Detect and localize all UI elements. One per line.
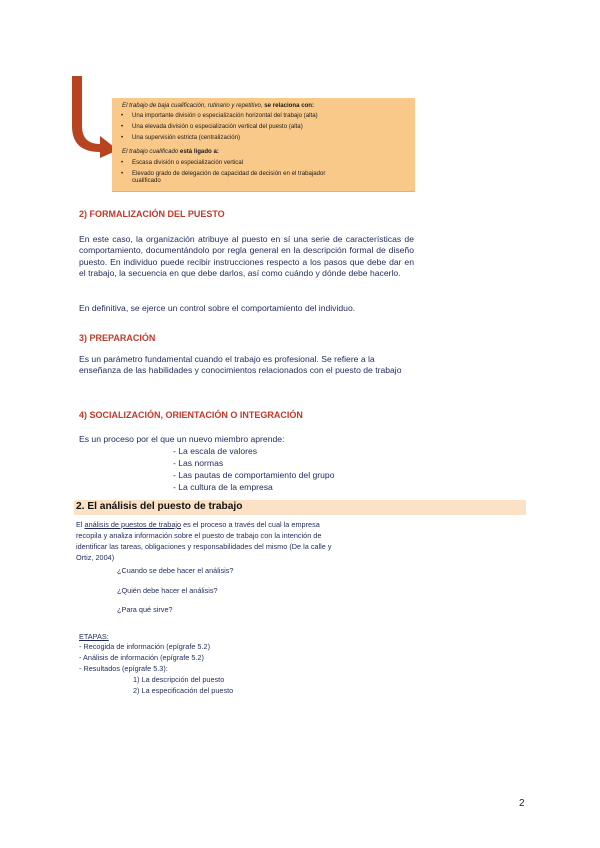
callout-qualified: El trabajo cualificado está ligado a:	[122, 148, 219, 155]
etapa-item: - Resultados (epígrafe 5.3):	[79, 664, 168, 673]
list-item: - La escala de valores	[173, 446, 258, 456]
paragraph-control: En definitiva, se ejerce un control sobre el comportamiento del individuo.	[79, 303, 356, 313]
question: ¿Cuando se debe hacer el análisis?	[117, 566, 234, 575]
question: ¿Para qué sirve?	[117, 605, 173, 614]
callout-bullet: • Elevado grado de delegación de capacidad de decisión en el trabajador	[122, 170, 325, 178]
definition-line: recopila y analiza información sobre el puesto de trabajo con la intención de	[76, 531, 322, 540]
etapa-item: - Análisis de información (epígrafe 5.2)	[79, 653, 204, 662]
list-item: - Las normas	[173, 458, 224, 468]
definition-term: análisis de puestos de trabajo	[84, 520, 182, 529]
callout-bullet: • Escasa división o especialización vertical	[122, 159, 243, 167]
curved-arrow-icon	[60, 74, 120, 159]
etapa-item: - Recogida de información (epígrafe 5.2)	[79, 642, 211, 651]
paragraph-preparacion: Es un parámetro fundamental cuando el trabajo es profesional. Se refiere a la enseñanza de las habilidades y conocimientos relacionados con el puesto de trabajo	[79, 354, 402, 376]
heading-preparacion: 3) PREPARACIÓN	[79, 333, 156, 343]
section-title: 2. El análisis del puesto de trabajo	[76, 501, 243, 512]
callout-bullet: • Una supervisión estricta (centralización)	[122, 134, 240, 142]
callout-intro: El trabajo de baja cualificación, rutinario y repetitivo, se relaciona con:	[122, 102, 315, 109]
heading-formalizacion: 2) FORMALIZACIÓN DEL PUESTO	[79, 209, 225, 219]
callout-bullet: • Una elevada división o especialización vertical del puesto (alta)	[122, 123, 303, 131]
list-item: - La cultura de la empresa	[173, 482, 273, 492]
page-number: 2	[519, 798, 525, 809]
socializacion-intro: Es un proceso por el que un nuevo miembro aprende:	[79, 434, 285, 444]
question: ¿Quién debe hacer el análisis?	[117, 586, 218, 595]
definition-line: El análisis de puestos de trabajo es el proceso a través del cual la empresa	[76, 520, 320, 529]
paragraph-formalizacion: En este caso, la organización atribuye al puesto en sí una serie de características de comportamiento, documentándolo por regla general en la descripción formal de diseño puesto. En individuo puede recibir instrucciones respecto a los pasos que debe dar en el trabajo, la secuencia en que debe darlos, así como cuándo y dónde debe hacerlo.	[79, 234, 414, 278]
callout-bullet-continuation: cualificado	[132, 177, 161, 184]
callout-bullet: • Una importante división o especialización horizontal del trabajo (alta)	[122, 112, 318, 120]
resultado-item: 2) La especificación del puesto	[133, 686, 234, 695]
callout-box	[112, 98, 415, 192]
definition-line: identificar las tareas, obligaciones y responsabilidades del mismo (De la calle y	[76, 542, 332, 551]
definition-line: Ortiz, 2004)	[76, 553, 115, 562]
heading-socializacion: 4) SOCIALIZACIÓN, ORIENTACIÓN O INTEGRACIÓN	[79, 410, 303, 420]
etapas-label: ETAPAS:	[79, 632, 109, 641]
list-item: - Las pautas de comportamiento del grupo	[173, 470, 335, 480]
resultado-item: 1) La descripción del puesto	[133, 675, 225, 684]
